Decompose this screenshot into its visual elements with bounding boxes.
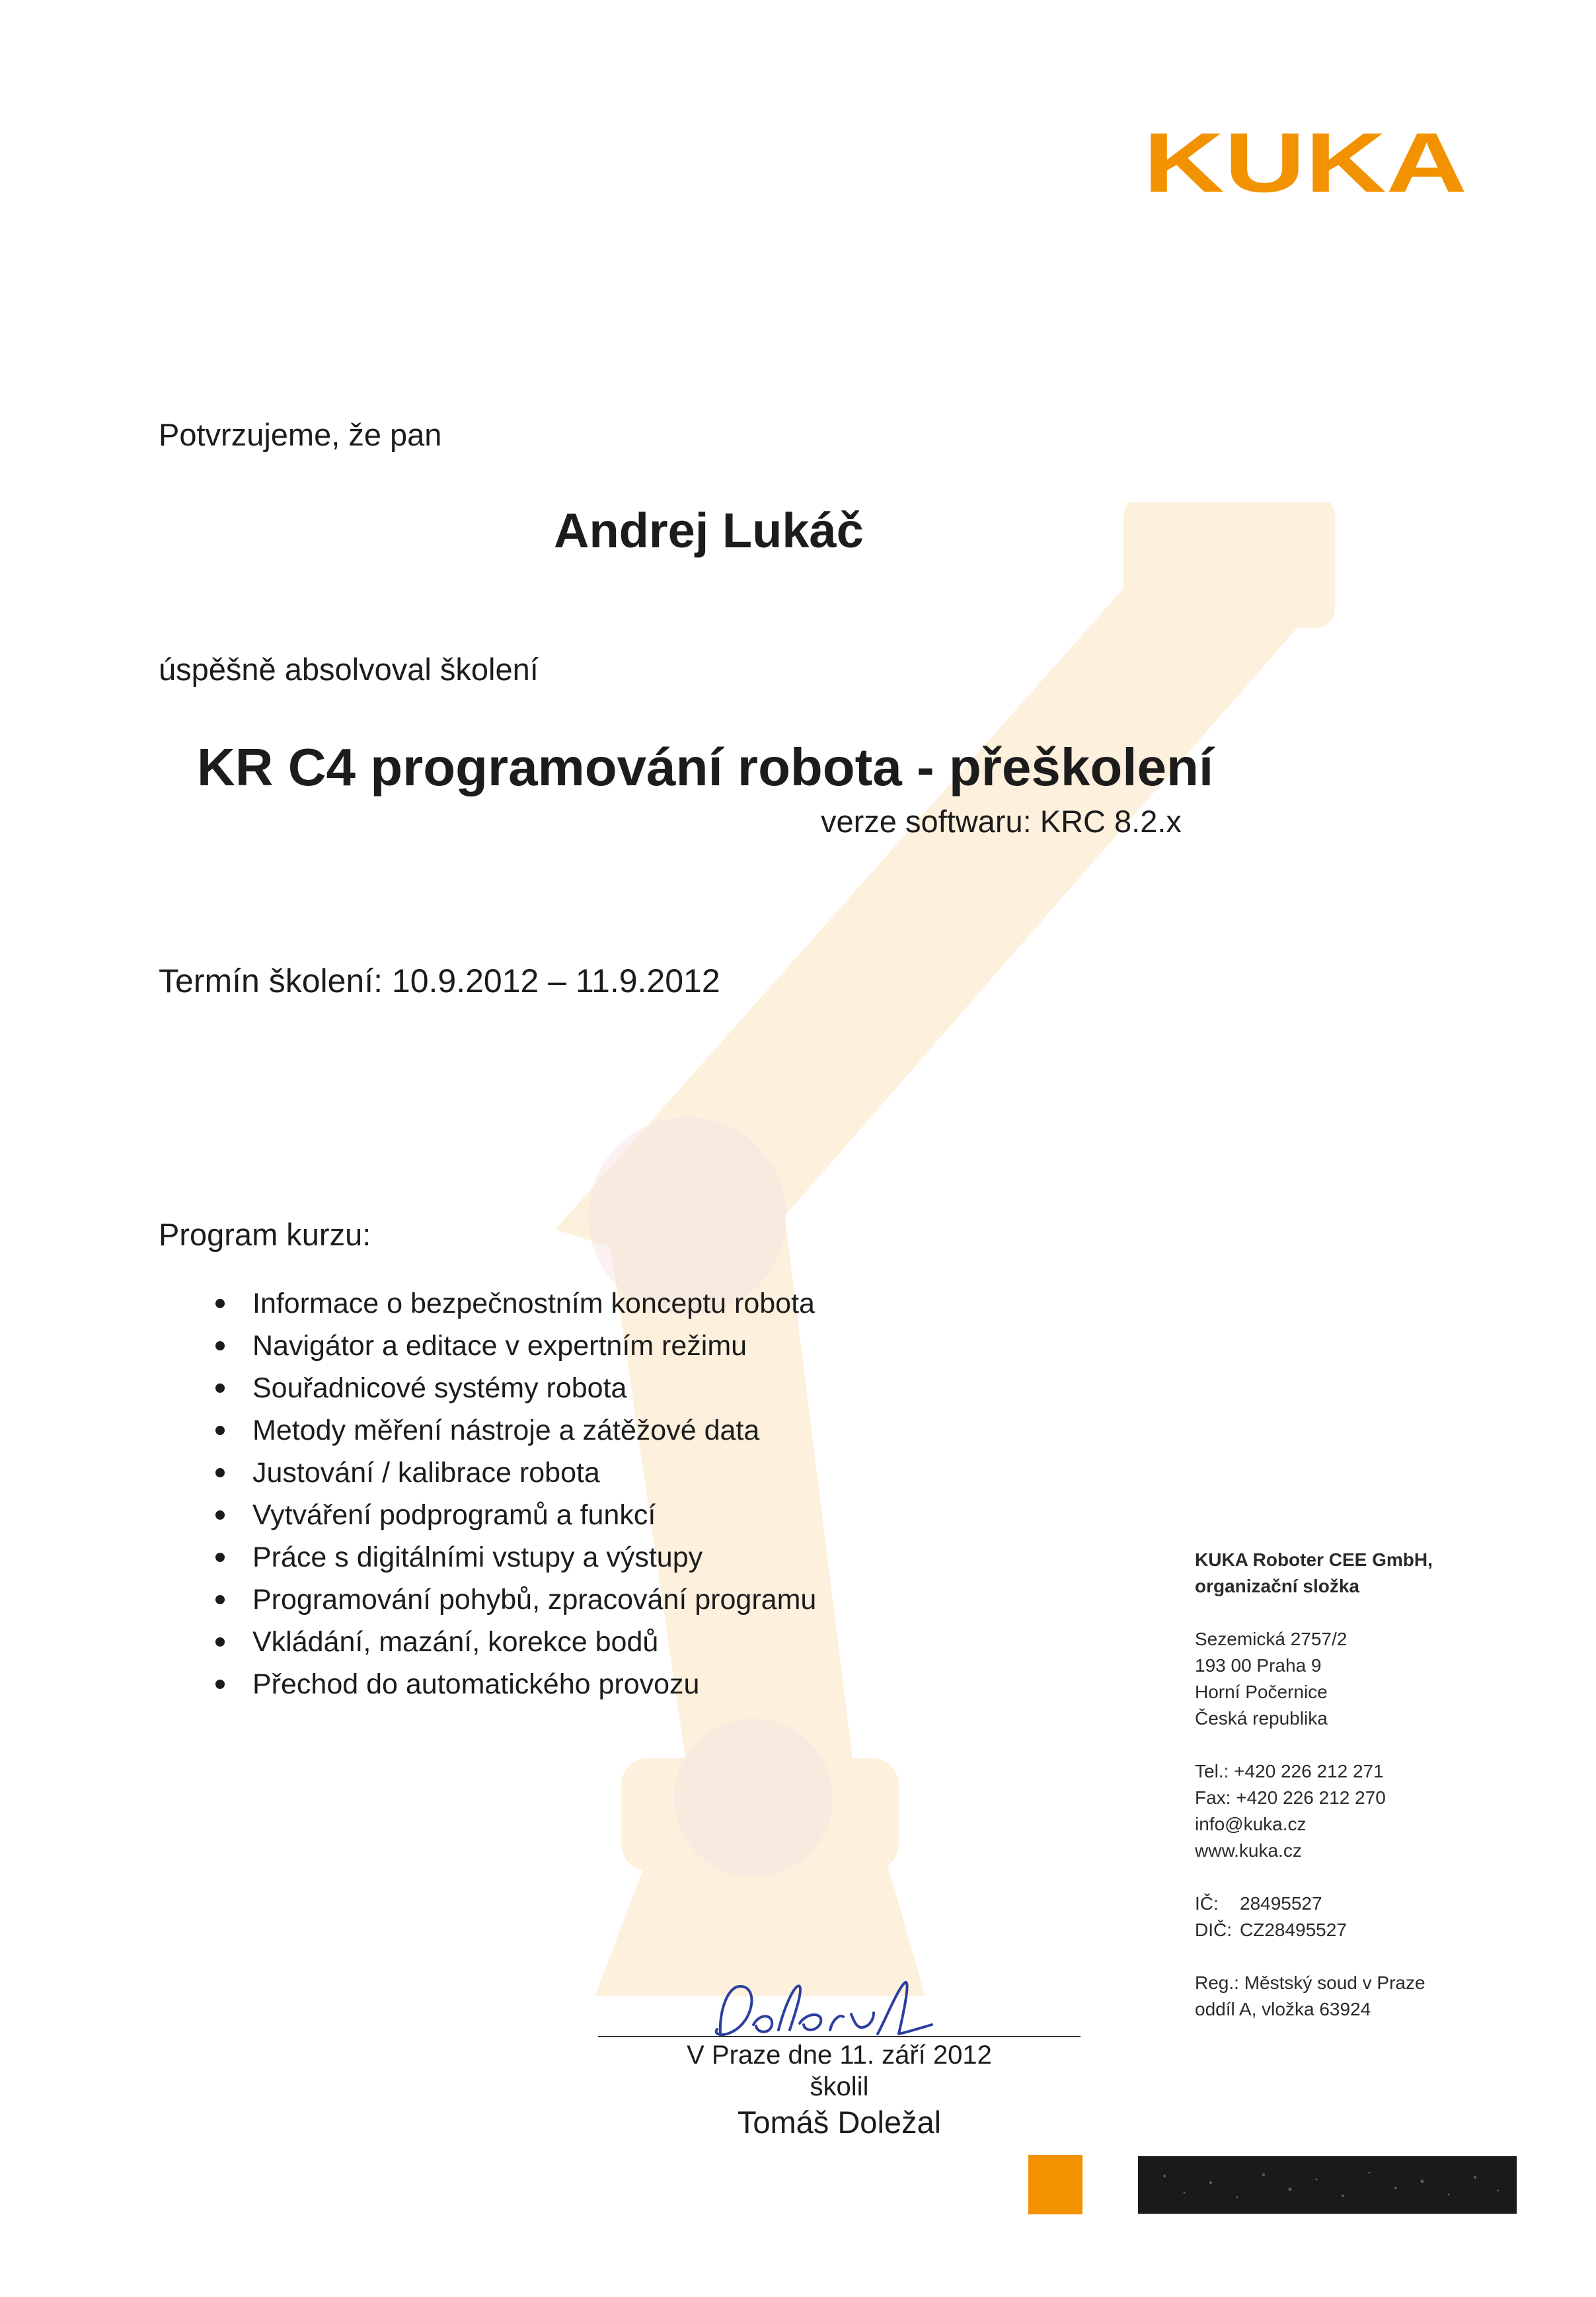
company-tel: Tel.: +420 226 212 271 [1195,1761,1384,1781]
decorative-dark-bar [1138,2156,1517,2214]
company-ic: IČ: 28495527 [1195,1893,1322,1914]
brand-orange-square [1028,2155,1083,2214]
place-date: V Praze dne 11. září 2012 [687,2041,992,2070]
list-item: Informace o bezpečnostním konceptu robota [211,1282,816,1325]
list-item: Navigátor a editace v expertním režimu [211,1325,816,1367]
trainer-role: školil [810,2072,869,2101]
training-term: Termín školení: 10.9.2012 – 11.9.2012 [159,962,720,999]
company-reg: Reg.: Městský soud v Praze [1195,1972,1425,1993]
course-title: KR C4 programování robota - přeškolení [197,738,1214,797]
company-web: www.kuka.cz [1195,1840,1302,1861]
list-item: Přechod do automatického provozu [211,1663,816,1705]
list-item: Metody měření nástroje a zátěžové data [211,1409,816,1452]
signature-block [598,2039,1081,2143]
list-item: Vytváření podprogramů a funkcí [211,1494,816,1536]
address-street: Sezemická 2757/2 [1195,1629,1348,1649]
program-heading: Program kurzu: [159,1217,371,1252]
list-item: Programování pohybů, zpracování programu [211,1578,816,1621]
completion-text: úspěšně absolvoval školení [159,652,539,687]
bullet-icon [215,1510,225,1520]
list-item: Práce s digitálními vstupy a výstupy [211,1536,816,1578]
bullet-icon [215,1637,225,1647]
signature-line [598,2036,1081,2037]
company-dic: DIČ: CZ28495527 [1195,1920,1347,1940]
kuka-logo [1140,127,1470,200]
list-item: Souřadnicové systémy robota [211,1367,816,1409]
company-fax: Fax: +420 226 212 270 [1195,1787,1386,1808]
bullet-icon [215,1299,225,1308]
company-name: KUKA Roboter CEE GmbH, [1195,1549,1433,1570]
bullet-icon [215,1341,225,1350]
software-version: verze softwaru: KRC 8.2.x [821,804,1182,839]
bullet-icon [215,1553,225,1562]
company-reg-section: oddíl A, vložka 63924 [1195,1999,1371,2019]
address-city: 193 00 Praha 9 [1195,1655,1322,1676]
bullet-icon [215,1680,225,1689]
address-district: Horní Počernice [1195,1682,1328,1702]
topic-list [211,1282,816,1705]
list-item: Justování / kalibrace robota [211,1452,816,1494]
bullet-icon [215,1468,225,1477]
recipient-name: Andrej Lukáč [554,503,864,558]
company-info [1195,1547,1472,2023]
company-email: info@kuka.cz [1195,1814,1307,1834]
bullet-icon [215,1383,225,1393]
intro-text: Potvrzujeme, že pan [159,417,442,452]
handwritten-signature [701,1973,938,2046]
list-item: Vkládání, mazání, korekce bodů [211,1621,816,1663]
bullet-icon [215,1426,225,1435]
bullet-icon [215,1595,225,1604]
address-country: Česká republika [1195,1708,1328,1729]
trainer-name: Tomáš Doležal [737,2105,942,2140]
svg-text:KUKA: KUKA [1143,127,1467,200]
company-branch: organizační složka [1195,1576,1359,1596]
